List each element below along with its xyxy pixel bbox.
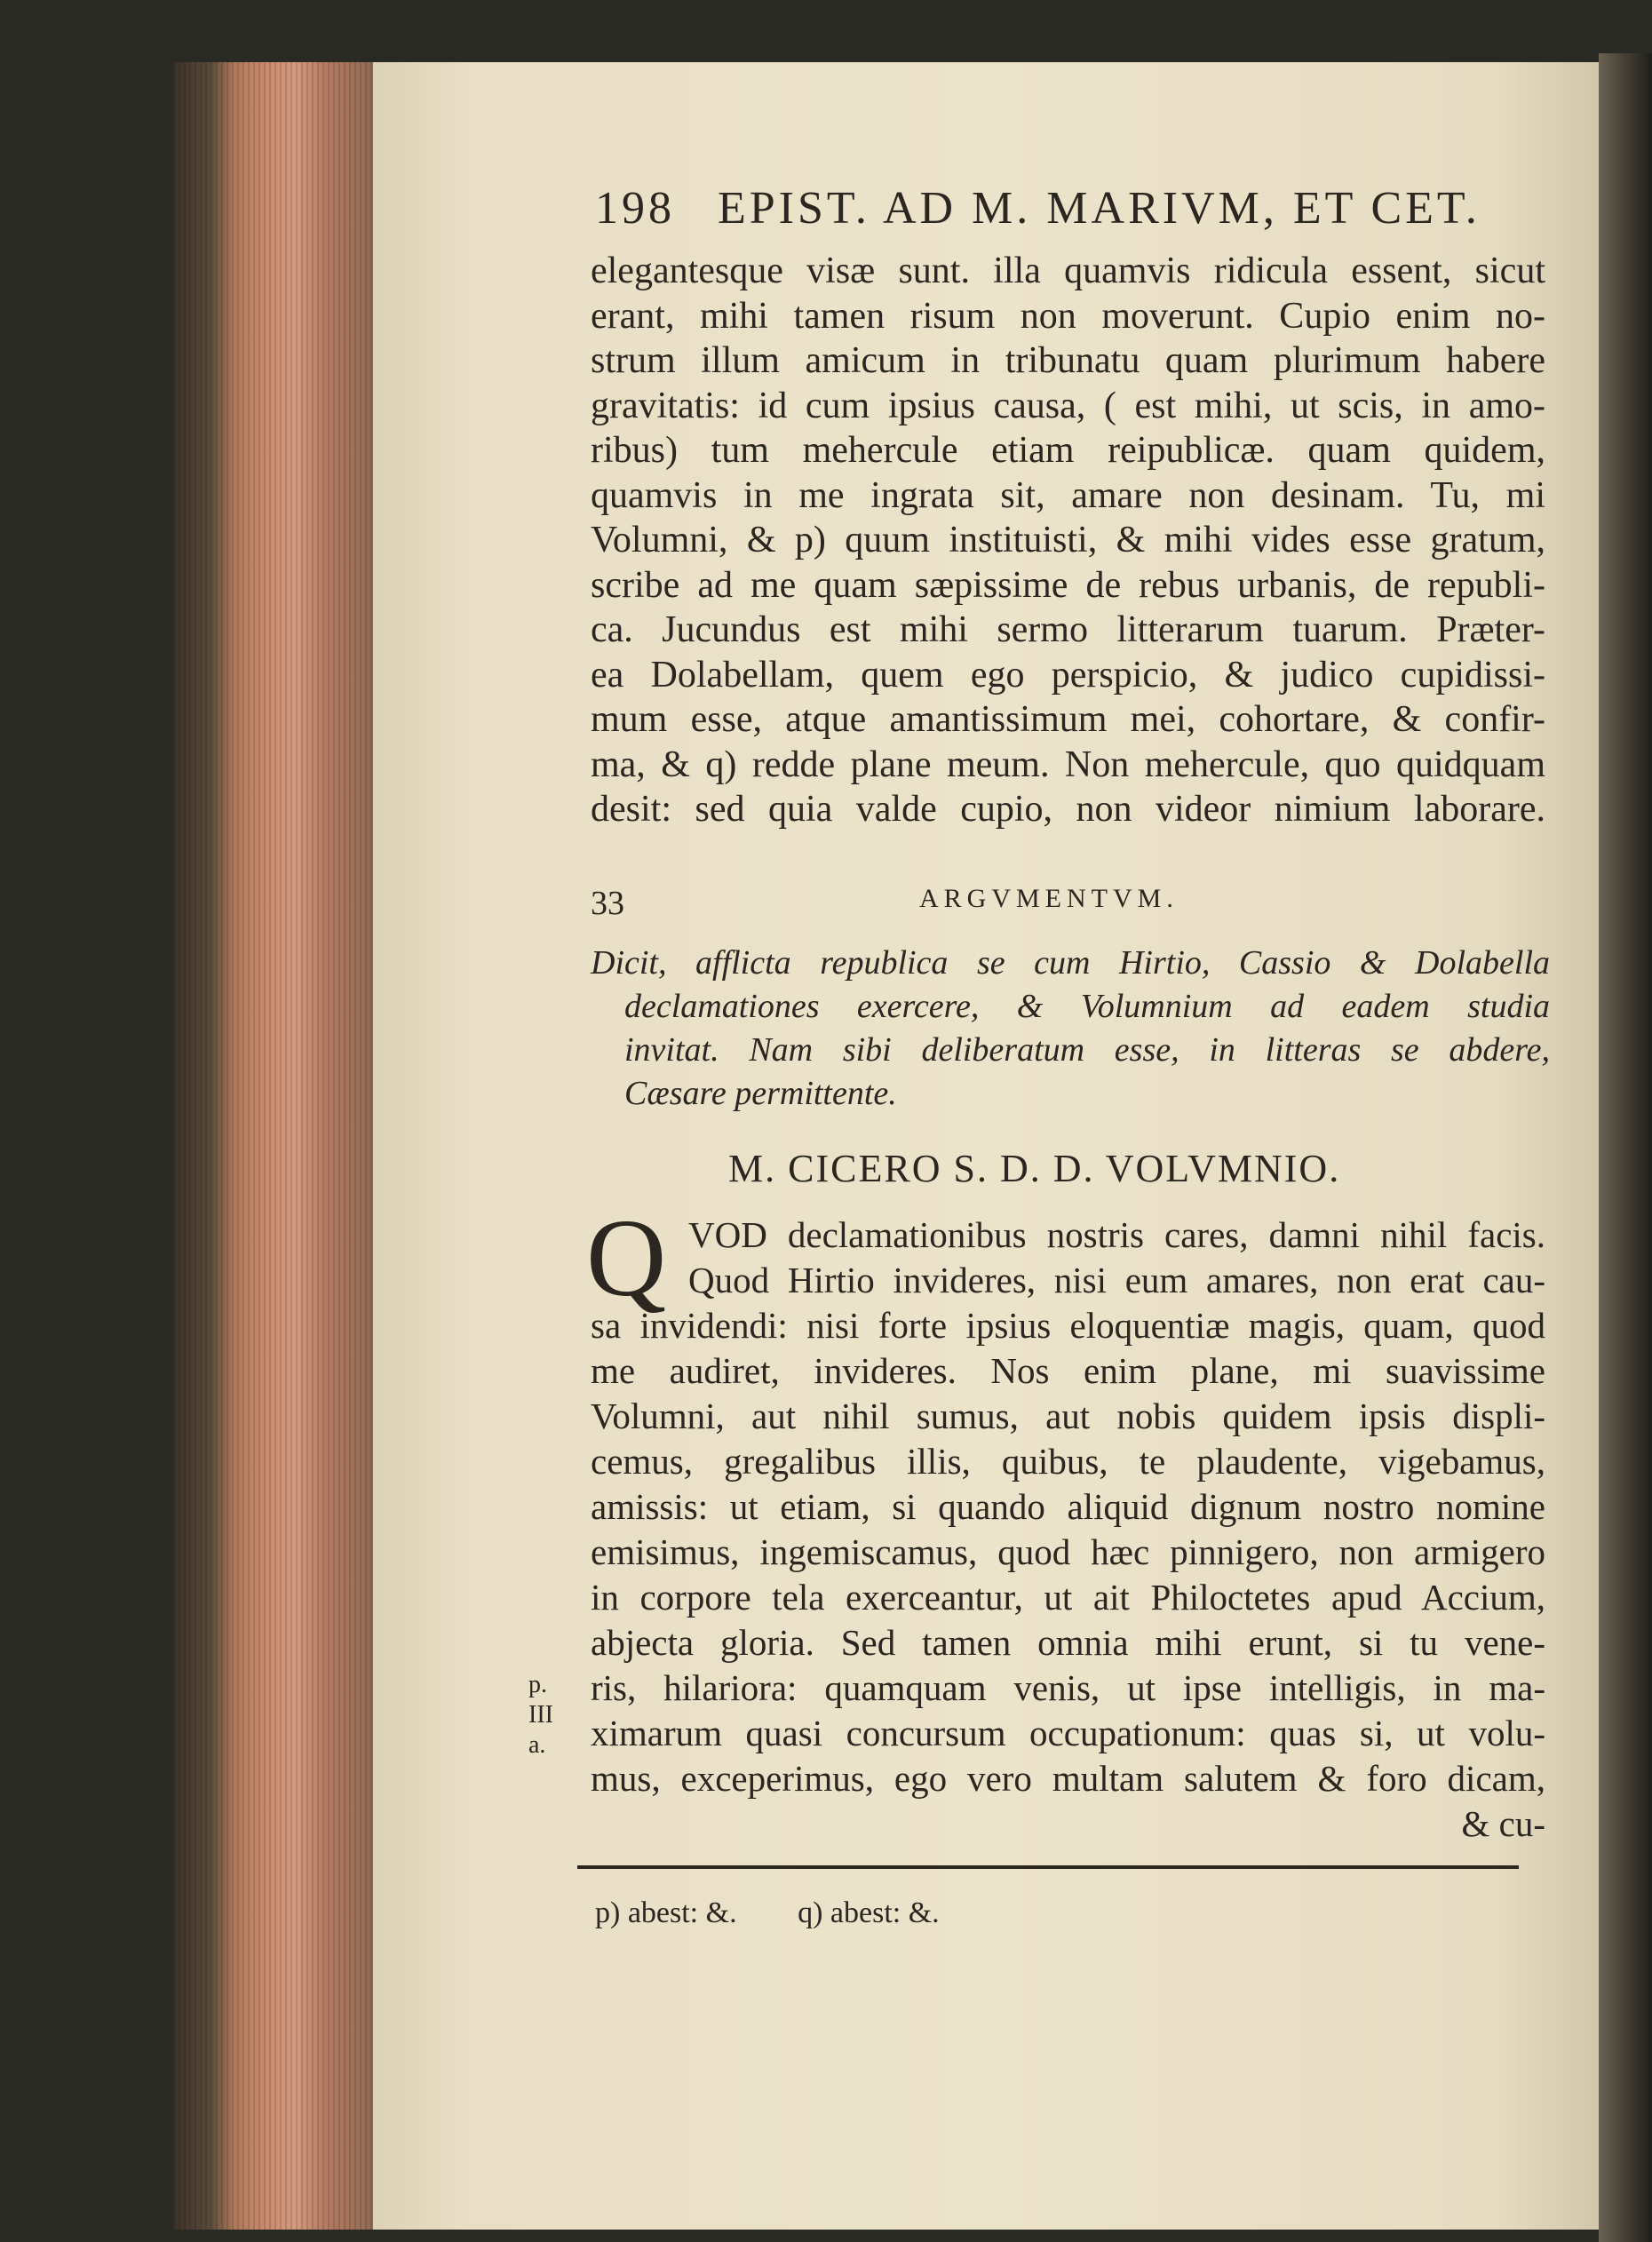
body-line: ca. Jucundus est mihi sermo litterarum tuarum. Præter- xyxy=(591,609,1545,650)
letter-line: ximarum quasi concursum occupationum: quas si, ut volu- xyxy=(591,1713,1545,1753)
running-head xyxy=(595,182,1501,235)
argument-header xyxy=(591,884,1550,928)
letter-line: cemus, gregalibus illis, quibus, te plaudente, vigebamus, xyxy=(591,1441,1545,1482)
body-line: desit: sed quia valde cupio, non videor nimium laborare. xyxy=(591,789,1545,830)
argument-line: declamationes exercere, & Volumnium ad eadem studia xyxy=(624,988,1550,1025)
footnotes xyxy=(595,1896,993,1930)
body-text xyxy=(591,249,1545,832)
letter-number: 33 xyxy=(591,885,624,922)
margin-note-line: III xyxy=(528,1701,553,1729)
body-line: ma, & q) redde plane meum. Non mehercule, quo quidquam xyxy=(591,743,1545,785)
book-page-edges xyxy=(173,62,377,2230)
letter-line: emisimus, ingemiscamus, quod hæc pinnigero, non armigero xyxy=(591,1531,1545,1572)
margin-note-line: p. xyxy=(528,1671,547,1698)
margin-note xyxy=(528,1670,553,1761)
drop-cap: Q xyxy=(586,1197,667,1320)
letter-line: mus, exceperimus, ego vero multam salutem & foro dicam, xyxy=(591,1758,1545,1799)
body-line: scribe ad me quam sæpissime de rebus urbanis, de republi- xyxy=(591,564,1545,606)
body-line: erant, mihi tamen risum non moverunt. Cupio enim no- xyxy=(591,295,1545,337)
letter-text xyxy=(591,1212,1545,1847)
argument-title: ARGVMENTVM. xyxy=(919,884,1179,913)
book-gutter xyxy=(1599,53,1652,2242)
body-line: Volumni, & p) quum instituisti, & mihi vides esse gratum, xyxy=(591,520,1545,560)
body-line: quamvis in me ingrata sit, amare non desinam. Tu, mi xyxy=(591,474,1545,516)
letter-line: Volumni, aut nihil sumus, aut nobis quidem ipsis displi- xyxy=(591,1395,1545,1436)
argument-line: Cæsare permittente. xyxy=(624,1075,897,1112)
letter-line: in corpore tela exerceantur, ut ait Philoctetes apud Accium, xyxy=(591,1577,1545,1618)
letter-line: VOD declamationibus nostris cares, damni nihil facis. xyxy=(688,1214,1545,1255)
letter-line: amissis: ut etiam, si quando aliquid dignum nostro nomine xyxy=(591,1486,1545,1527)
body-line: ea Dolabellam, quem ego perspicio, & judico cupidissi- xyxy=(591,654,1545,696)
salutation: M. CICERO S. D. D. VOLVMNIO. xyxy=(728,1147,1341,1190)
footnote: q) abest: &. xyxy=(798,1896,940,1929)
body-line: elegantesque visæ sunt. illa quamvis ridicula essent, sicut xyxy=(591,250,1545,291)
letter-line: me audiret, invideres. Nos enim plane, mi suavissime xyxy=(591,1350,1545,1391)
argument-text xyxy=(591,942,1550,1116)
argument-line: Dicit, afflicta republica se cum Hirtio, Cassio & Dolabella xyxy=(591,944,1550,982)
letter-line: ris, hilariora: quamquam venis, ut ipse intelligis, in ma- xyxy=(591,1667,1545,1708)
argument-line: invitat. Nam sibi deliberatum esse, in litteras se abdere, xyxy=(624,1031,1550,1069)
body-line: gravitatis: id cum ipsius causa, ( est mihi, ut scis, in amo- xyxy=(591,385,1545,426)
letter-line: abjecta gloria. Sed tamen omnia mihi erunt, si tu vene- xyxy=(591,1622,1545,1663)
margin-note-line: a. xyxy=(528,1731,546,1759)
body-line: ribus) tum mehercule etiam reipublicæ. quam quidem, xyxy=(591,430,1545,471)
letter-line: Quod Hirtio invideres, nisi eum amares, non erat cau- xyxy=(688,1260,1545,1300)
running-head-title: EPIST. AD M. MARIVM, ET CET. xyxy=(718,183,1481,234)
body-line: strum illum amicum in tribunatu quam plurimum habere xyxy=(591,340,1545,381)
page-number: 198 xyxy=(595,183,675,234)
letter-line: sa invidendi: nisi forte ipsius eloquentiæ magis, quam, quod xyxy=(591,1305,1545,1346)
footnote-rule xyxy=(577,1865,1519,1869)
body-line: mum esse, atque amantissimum mei, cohortare, & confir- xyxy=(591,699,1545,740)
footnote: p) abest: &. xyxy=(595,1896,737,1929)
catchword: & cu- xyxy=(1461,1803,1545,1844)
